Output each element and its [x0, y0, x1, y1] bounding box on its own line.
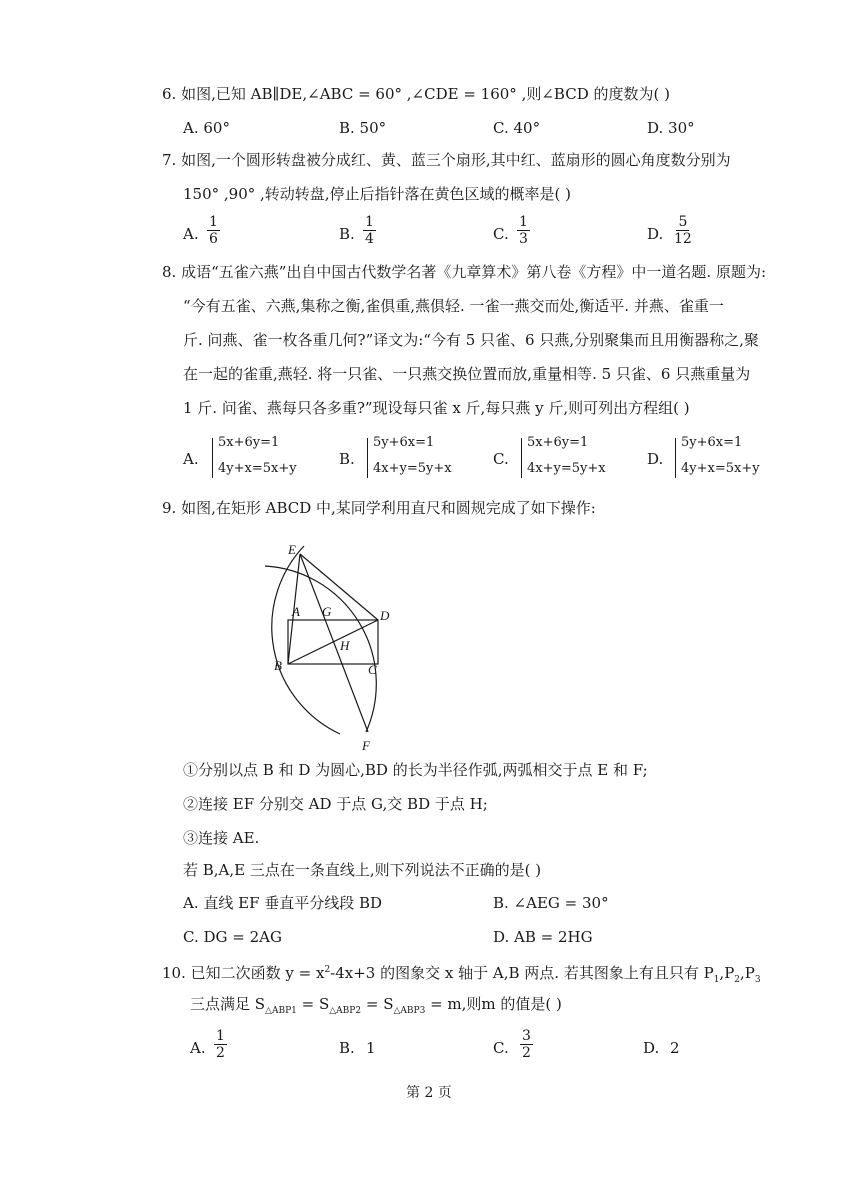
- line-ef: [300, 554, 368, 732]
- q10-p2-sub: 2: [734, 975, 741, 985]
- q10-option-c-label: C.: [493, 1039, 509, 1057]
- equation-2: 4y+x=5x+y: [218, 461, 297, 476]
- q10-option-a-label: A.: [190, 1039, 206, 1057]
- q9-option-a: A. 直线 EF 垂直平分线段 BD: [183, 894, 383, 912]
- q10-eq1: = S: [296, 995, 330, 1013]
- q6-option-d: D. 30°: [647, 119, 695, 137]
- label-f: F: [362, 738, 370, 753]
- q9-text: 9. 如图,在矩形 ABCD 中,某同学利用直尺和圆规完成了如下操作:: [162, 499, 596, 517]
- numerator: 1: [519, 214, 528, 230]
- q8-option-d-label: D.: [647, 450, 664, 468]
- q8-line3: 斤. 问燕、雀一枚各重几何?”译文为:“今有 5 只雀、6 只燕,分别聚集而且用衡器称之,聚: [183, 331, 759, 349]
- denominator: 12: [674, 231, 692, 247]
- denominator: 2: [522, 1045, 531, 1061]
- q7-option-d-label: D.: [647, 225, 664, 243]
- q10-line1-mid: -4x+3 的图象交 x 轴于 A,B 两点. 若其图象上有且只有 P: [330, 964, 714, 982]
- q10-p1-sub: 1: [713, 975, 720, 985]
- q8-option-c-label: C.: [493, 450, 509, 468]
- q7-line1: 7. 如图,一个圆形转盘被分成红、黄、蓝三个扇形,其中红、蓝扇形的圆心角度数分别为: [162, 151, 731, 169]
- equation-1: 5y+6x=1: [373, 435, 435, 450]
- q10-line2: [190, 994, 562, 1021]
- q10-s3-sub: △ABP3: [393, 1006, 426, 1016]
- numerator: 5: [678, 214, 688, 230]
- equation-2: 4x+y=5y+x: [527, 461, 606, 476]
- q8-line2: “今有五雀、六燕,集称之衡,雀俱重,燕俱轻. 一雀一燕交而处,衡适平. 并燕、雀重一: [183, 297, 724, 315]
- q7-option-c-fraction: [517, 214, 530, 247]
- equation-1: 5x+6y=1: [218, 435, 280, 450]
- equation-1: 5x+6y=1: [527, 435, 589, 450]
- q9-option-c: C. DG = 2AG: [183, 928, 282, 946]
- equation-1: 5y+6x=1: [681, 435, 743, 450]
- q10-line2-start: 三点满足 S: [190, 995, 266, 1013]
- q8-option-a-label: A.: [183, 450, 199, 468]
- arc-center-d: [272, 546, 340, 734]
- arc-center-b: [265, 566, 376, 732]
- q8-line4: 在一起的雀重,燕轻. 将一只雀、一只燕交换位置而放,重量相等. 5 只雀、6 只燕重量为: [183, 365, 751, 383]
- q10-option-d-value: 2: [670, 1039, 680, 1057]
- q9-option-d: D. AB = 2HG: [493, 928, 593, 946]
- q10-option-d-label: D.: [643, 1039, 660, 1057]
- q7-line2: 150° ,90° ,转动转盘,停止后指针落在黄色区域的概率是( ): [183, 185, 572, 203]
- q10-p3: ,P: [740, 964, 755, 982]
- label-e: E: [288, 542, 296, 557]
- label-a: A: [292, 604, 300, 619]
- numerator: 3: [522, 1028, 531, 1044]
- denominator: 6: [209, 231, 218, 247]
- q9-step1: ①分别以点 B 和 D 为圆心,BD 的长为半径作弧,两弧相交于点 E 和 F;: [183, 761, 648, 779]
- q10-p2: ,P: [719, 964, 735, 982]
- segment-ed: [300, 554, 378, 620]
- numerator: 1: [365, 214, 374, 230]
- denominator: 2: [216, 1045, 225, 1061]
- q10-s2-sub: △ABP2: [329, 1006, 362, 1016]
- q10-exponent: 2: [324, 965, 331, 975]
- q7-option-c-label: C.: [493, 225, 509, 243]
- q8-line5: 1 斤. 问雀、燕每只各多重?”现设每只雀 x 斤,每只燕 y 斤,则可列出方程组( ): [183, 399, 690, 417]
- label-d: D: [380, 608, 390, 623]
- q7-option-a-fraction: [207, 214, 220, 247]
- q6-text: 6. 如图,已知 AB∥DE,∠ABC = 60° ,∠CDE = 160° ,则∠BCD 的度数为( ): [162, 85, 670, 103]
- q10-option-b-label: B.: [339, 1039, 355, 1057]
- denominator: 4: [365, 231, 374, 247]
- page-number: 第 2 页: [406, 1085, 452, 1101]
- label-b: B: [274, 658, 282, 673]
- q10-eq2: = S: [361, 995, 394, 1013]
- denominator: 3: [519, 231, 528, 247]
- label-g: G: [322, 604, 332, 619]
- q10-line1: [162, 960, 761, 990]
- q8-option-b-label: B.: [339, 450, 355, 468]
- q6-option-a: A. 60°: [183, 119, 230, 137]
- q10-option-c-fraction: [520, 1028, 533, 1061]
- equation-2: 4y+x=5x+y: [681, 461, 760, 476]
- q7-option-b-label: B.: [339, 225, 355, 243]
- q7-option-d-fraction: [672, 214, 694, 247]
- q7-option-b-fraction: [363, 214, 376, 247]
- label-h: H: [340, 638, 350, 653]
- q10-s1-sub: △ABP1: [265, 1006, 297, 1016]
- q9-option-b: B. ∠AEG = 30°: [493, 894, 609, 912]
- q9-step2: ②连接 EF 分别交 AD 于点 G,交 BD 于点 H;: [183, 795, 488, 813]
- q6-option-b: B. 50°: [339, 119, 387, 137]
- numerator: 1: [209, 214, 218, 230]
- q8-line1: 8. 成语“五雀六燕”出自中国古代数学名著《九章算术》第八卷《方程》中一道名题. 原题为:: [162, 263, 767, 281]
- equation-2: 4x+y=5y+x: [373, 461, 452, 476]
- q10-option-a-fraction: [214, 1028, 227, 1061]
- q10-option-b-value: 1: [366, 1039, 376, 1057]
- q7-option-a-label: A.: [183, 225, 199, 243]
- q6-option-c: C. 40°: [493, 119, 541, 137]
- q10-line2-end: = m,则m 的值是( ): [425, 995, 562, 1013]
- q10-p3-sub: 3: [754, 975, 761, 985]
- q9-question: 若 B,A,E 三点在一条直线上,则下列说法不正确的是( ): [183, 861, 542, 879]
- q10-line1-start: 10. 已知二次函数 y = x: [162, 964, 325, 982]
- label-c: C: [368, 662, 377, 677]
- geometry-figure: [258, 522, 398, 754]
- numerator: 1: [216, 1028, 225, 1044]
- q9-step3: ③连接 AE.: [183, 829, 260, 847]
